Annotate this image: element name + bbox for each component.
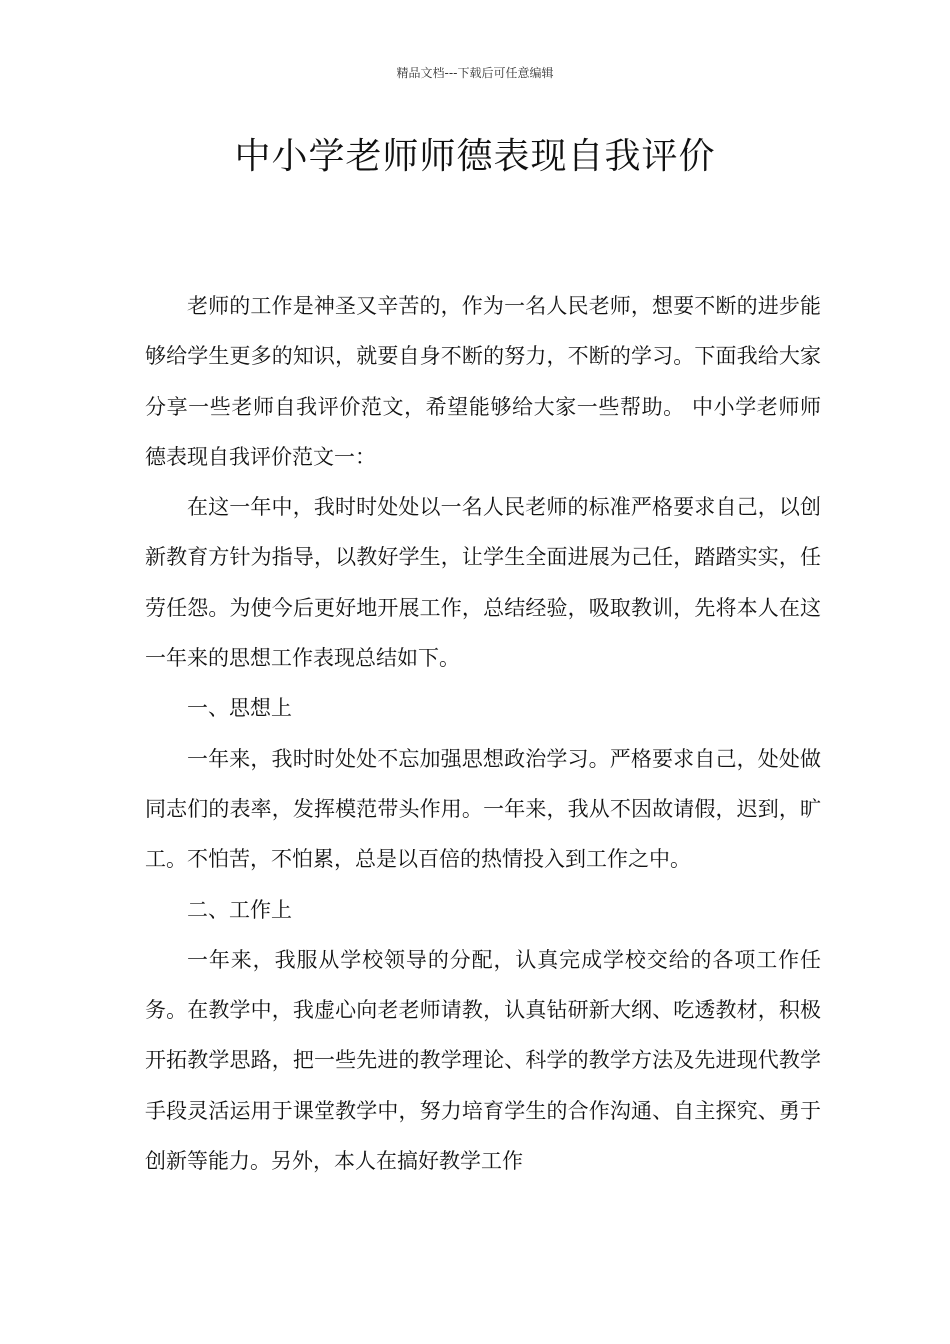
document-title: 中小学老师师德表现自我评价 (234, 136, 716, 177)
paragraph-work: 一年来，我服从学校领导的分配，认真完成学校交给的各项工作任务。在教学中，我虚心向老老师请教，认真钻研新大纲、吃透教材，积极开拓教学思路，把一些先进的教学理论、科学的教学方法及先进现代教学手段灵活运用于课堂教学中，努力培育学生的合作沟通、自主探究、勇于创新等能力。另外，本人在搞好教学工作 (145, 947, 821, 1174)
header-note: 精品文档---下载后可任意编辑 (396, 66, 554, 80)
paragraph-summary: 在这一年中，我时时处处以一名人民老师的标准严格要求自己，以创新教育方针为指导，以教好学生，让学生全面进展为己任，踏踏实实，任劳任怨。为使今后更好地开展工作，总结经验，吸取教训，先将本人在这一年来的思想工作表现总结如下。 (145, 495, 821, 671)
paragraph-thought: 一年来，我时时处处不忘加强思想政治学习。严格要求自己，处处做同志们的表率，发挥模范带头作用。一年来，我从不因故请假，迟到，旷工。不怕苦，不怕累，总是以百倍的热情投入到工作之中。 (145, 746, 821, 872)
paragraph-intro: 老师的工作是神圣又辛苦的，作为一名人民老师，想要不断的进步能够给学生更多的知识，就要自身不断的努力，不断的学习。下面我给大家分享一些老师自我评价范文，希望能够给大家一些帮助。 中小学老师师德表现自我评价范文一： (145, 294, 821, 469)
section-heading-thought: 一、思想上 (187, 696, 292, 721)
document-body (145, 281, 821, 1186)
section-heading-work: 二、工作上 (187, 897, 292, 922)
